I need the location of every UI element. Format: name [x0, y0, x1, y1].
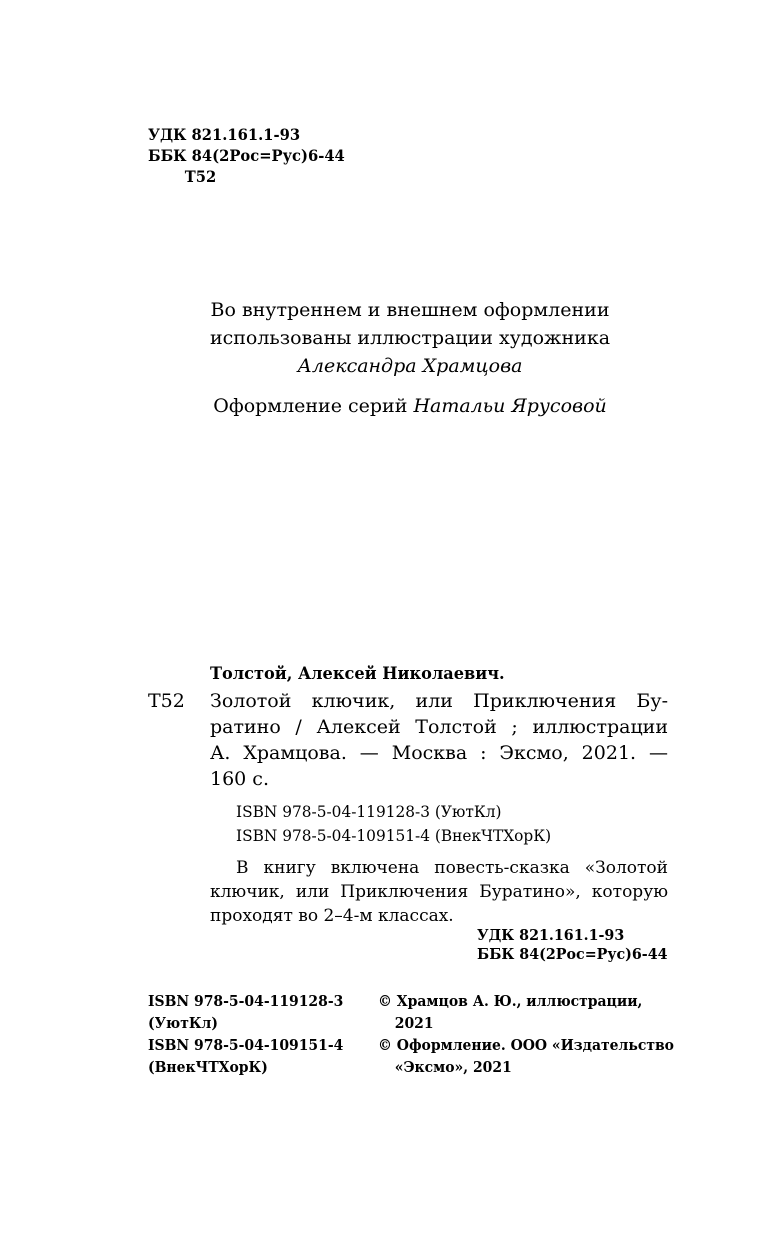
bottom-isbn-line: (ВнекЧТХорК) — [148, 1058, 268, 1076]
bottom-isbn-line: (УютКл) — [148, 1014, 218, 1032]
udk-code: УДК 821.161.1-93 — [148, 125, 301, 144]
card-classification-codes — [477, 926, 668, 964]
annotation-line: ключик, или Приключения Буратино», которую — [210, 882, 668, 902]
artist-name: Александра Храмцова — [297, 355, 523, 377]
card-udk: УДК 821.161.1-93 — [477, 926, 625, 944]
card-desc-line: 160 с. — [210, 768, 269, 790]
series-prefix: Оформление серий — [213, 395, 408, 417]
annotation-line: В книгу включена повесть-сказка «Золотой — [236, 858, 668, 878]
credits-line-2: использованы иллюстрации художника — [209, 327, 611, 349]
card-description — [210, 688, 668, 792]
author-mark: Т52 — [184, 167, 217, 186]
card-bbk: ББК 84(2Рос=Рус)6-44 — [477, 945, 668, 963]
copyright-line: 2021 — [394, 1014, 434, 1032]
series-design-credit — [120, 392, 700, 420]
card-desc-line: ратино / Алексей Толстой ; иллюстрации — [210, 716, 668, 738]
card-isbn-line: ISBN 978-5-04-119128-3 (УютКл) — [236, 802, 502, 821]
classification-codes-top — [148, 124, 345, 187]
card-desc-line: А. Храмцова. — Москва : Эксмо, 2021. — — [210, 742, 668, 764]
series-designer: Натальи Ярусовой — [413, 395, 607, 417]
card-annotation — [210, 856, 668, 928]
card-isbn-list — [236, 800, 551, 848]
copyright-line: «Эксмо», 2021 — [394, 1058, 512, 1076]
card-desc-line: Золотой ключик, или Приключения Бу- — [210, 690, 668, 712]
card-author: Толстой, Алексей Николаевич. — [210, 664, 505, 684]
illustration-credits — [120, 296, 700, 380]
card-author-mark: Т52 — [148, 690, 185, 712]
annotation-line: проходят во 2–4-м классах. — [210, 906, 454, 926]
bottom-isbn-block — [148, 990, 343, 1078]
credits-line-1: Во внутреннем и внешнем оформлении — [210, 299, 610, 321]
bbk-code: ББК 84(2Рос=Рус)6-44 — [148, 146, 345, 165]
bottom-isbn-line: ISBN 978-5-04-119128-3 — [148, 992, 344, 1010]
copyright-line: © Оформление. ООО «Издательство — [378, 1036, 674, 1054]
bottom-isbn-line: ISBN 978-5-04-109151-4 — [148, 1036, 344, 1054]
copyright-line: © Храмцов А. Ю., иллюстрации, — [378, 992, 643, 1010]
copyright-block — [378, 990, 674, 1078]
card-isbn-line: ISBN 978-5-04-109151-4 (ВнекЧТХорК) — [236, 826, 552, 845]
